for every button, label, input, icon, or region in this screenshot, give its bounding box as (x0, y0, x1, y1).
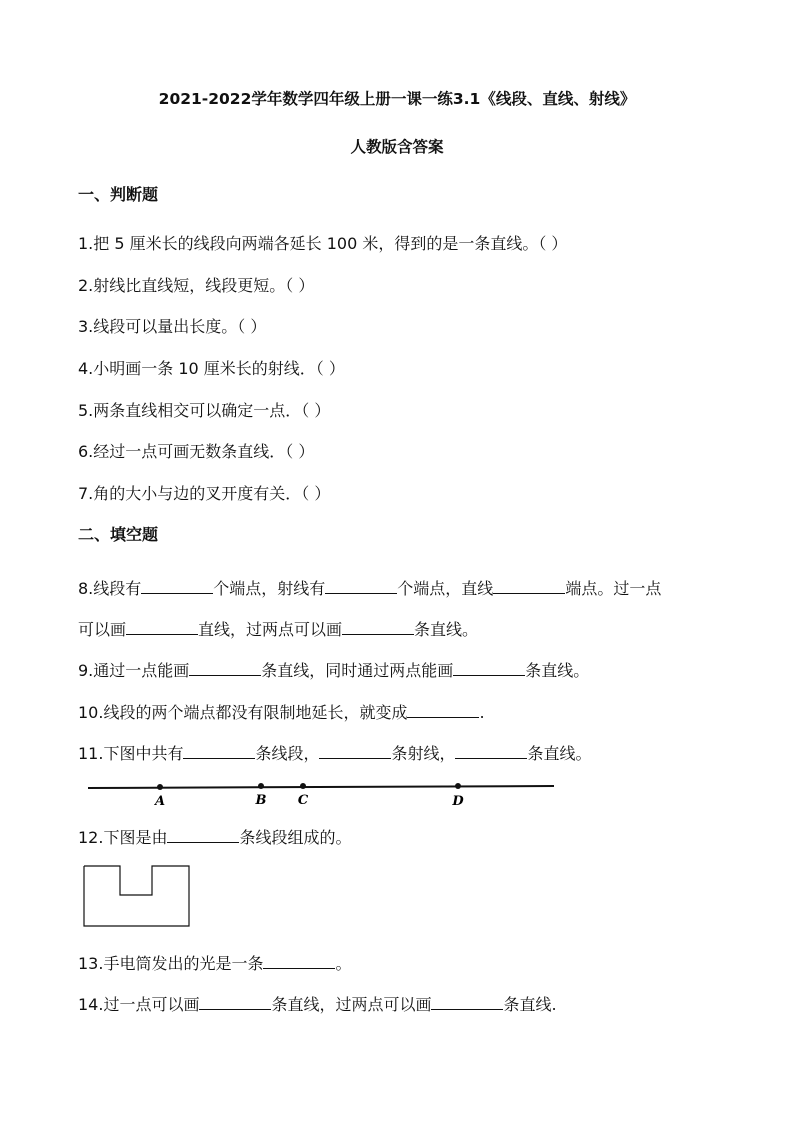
question-1: 1.把 5 厘米长的线段向两端各延长 100 米，得到的是一条直线。（ ） (78, 234, 568, 253)
answer-blank[interactable] (141, 576, 213, 594)
answer-blank[interactable] (455, 741, 527, 759)
question-4: 4.小明画一条 10 厘米长的射线．（ ） (78, 359, 345, 378)
notched-rectangle-outline (84, 866, 189, 926)
answer-blank[interactable] (263, 951, 335, 969)
question-8-text-e: 可以画 (78, 620, 127, 639)
notched-rectangle-figure (82, 864, 194, 930)
question-8-text-b: 个端点，射线有 (213, 579, 326, 598)
point-d-dot (455, 783, 461, 789)
answer-blank[interactable] (319, 741, 391, 759)
answer-blank[interactable] (183, 741, 255, 759)
point-c-dot (300, 783, 306, 789)
question-12-text-b: 条线段组成的。 (239, 828, 352, 847)
question-9-text-c: 条直线。 (525, 661, 590, 680)
question-2: 2.射线比直线短，线段更短。（ ） (78, 276, 315, 295)
question-8-text-f: 直线，过两点可以画 (198, 620, 343, 639)
question-10-text-b: . (479, 703, 485, 722)
question-11-text-a: 11.下图中共有 (78, 744, 184, 763)
question-14-text-a: 14.过一点可以画 (78, 995, 200, 1014)
page-title: 2021-2022学年数学四年级上册一课一练3.1《线段、直线、射线》 (158, 90, 636, 108)
question-11-text-c: 条射线， (391, 744, 456, 763)
question-9-text-a: 9.通过一点能画 (78, 661, 190, 680)
question-7: 7.角的大小与边的叉开度有关．（ ） (78, 484, 331, 503)
question-8-line-2 (78, 617, 478, 641)
question-6: 6.经过一点可画无数条直线．（ ） (78, 442, 315, 461)
question-13 (78, 951, 351, 975)
answer-blank[interactable] (431, 992, 503, 1010)
section-heading-judge: 一、判断题 (78, 185, 159, 204)
question-5: 5.两条直线相交可以确定一点．（ ） (78, 401, 331, 420)
point-c-label: C (297, 793, 309, 808)
question-9 (78, 658, 589, 682)
page-subtitle: 人教版含答案 (350, 138, 444, 156)
section-heading-fill: 二、填空题 (78, 525, 159, 544)
line-with-points-figure (84, 776, 560, 810)
question-13-text-a: 13.手电筒发出的光是一条 (78, 954, 264, 973)
question-12-text-a: 12.下图是由 (78, 828, 168, 847)
question-3: 3.线段可以量出长度。（ ） (78, 317, 267, 336)
answer-blank[interactable] (407, 700, 479, 718)
question-9-text-b: 条直线，同时通过两点能画 (261, 661, 454, 680)
question-14 (78, 992, 557, 1016)
answer-blank[interactable] (493, 576, 565, 594)
answer-blank[interactable] (189, 658, 261, 676)
question-8-text-c: 个端点，直线 (397, 579, 494, 598)
question-10-text-a: 10.线段的两个端点都没有限制地延长，就变成 (78, 703, 408, 722)
point-d-label: D (452, 794, 464, 809)
answer-blank[interactable] (199, 992, 271, 1010)
answer-blank[interactable] (342, 617, 414, 635)
point-a-label: A (154, 794, 166, 809)
question-11-text-b: 条线段， (255, 744, 320, 763)
answer-blank[interactable] (126, 617, 198, 635)
point-a-dot (157, 784, 163, 790)
question-12 (78, 825, 351, 849)
question-11-text-d: 条直线。 (527, 744, 592, 763)
question-13-text-b: 。 (335, 954, 352, 973)
point-b-dot (258, 783, 264, 789)
question-11 (78, 741, 592, 765)
question-14-text-b: 条直线，过两点可以画 (271, 995, 432, 1014)
question-8-text-g: 条直线。 (414, 620, 479, 639)
question-8-text-a: 8.线段有 (78, 579, 142, 598)
answer-blank[interactable] (453, 658, 525, 676)
question-10 (78, 700, 485, 724)
question-8-line-1 (78, 576, 661, 600)
answer-blank[interactable] (167, 825, 239, 843)
point-b-label: B (255, 793, 267, 808)
answer-blank[interactable] (325, 576, 397, 594)
question-14-text-c: 条直线. (503, 995, 557, 1014)
question-8-text-d: 端点。过一点 (565, 579, 662, 598)
